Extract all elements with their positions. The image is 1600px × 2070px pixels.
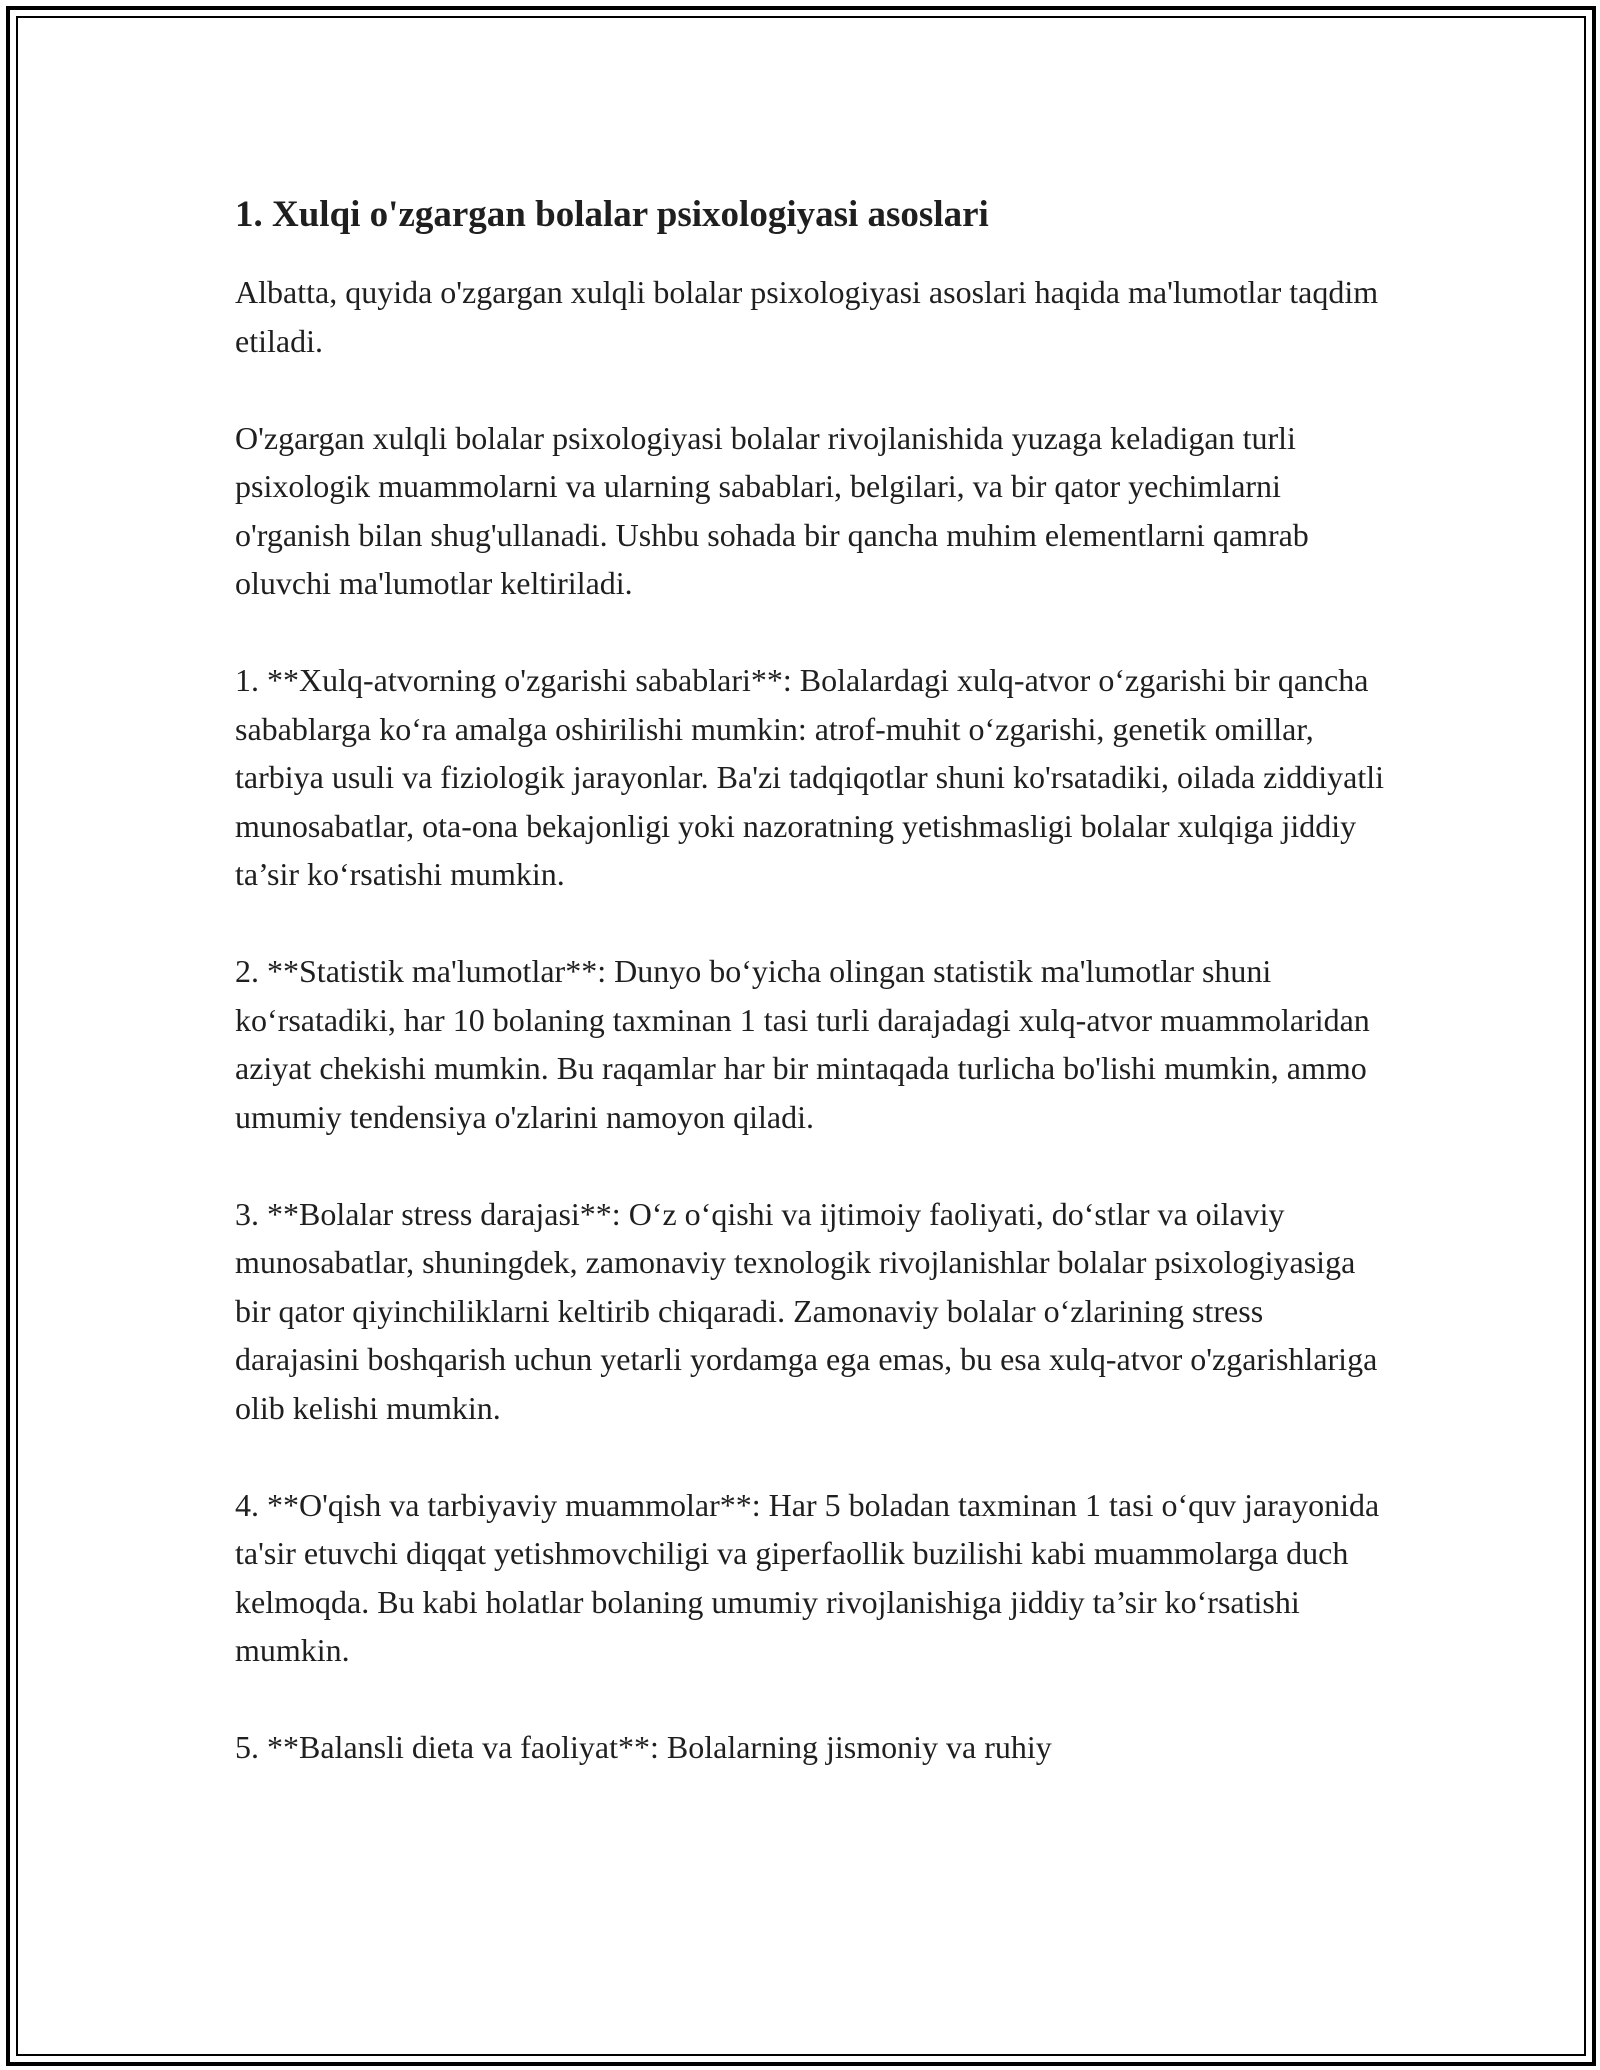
paragraph-item-5: 5. **Balansli dieta va faoliyat**: Bolalarning jismoniy va ruhiy — [235, 1729, 1052, 1765]
document-body — [235, 190, 1385, 1820]
paragraph-intro: Albatta, quyida o'zgargan xulqli bolalar psixologiyasi asoslari haqida ma'lumotlar taqdim etiladi. — [235, 274, 1379, 359]
paragraph-item-4: 4. **O'qish va tarbiyaviy muammolar**: Har 5 boladan taxminan 1 tasi o‘quv jarayonida ta'sir etuvchi diqqat yetishmovchiligi va giperfaollik buzilishi kabi muammolarga duch kelmoqda. Bu kabi holatlar bolaning umumiy rivojlanishiga jiddiy ta’sir ko‘rsatishi mumkin. — [235, 1486, 1380, 1668]
paragraph-item-3: 3. **Bolalar stress darajasi**: O‘z o‘qishi va ijtimoiy faoliyati, do‘stlar va oilaviy munosabatlar, shuningdek, zamonaviy texnologik rivojlanishlar bolalar psixologiyasiga bir qator qiyinchiliklarni keltirib chiqaradi. Zamonaviy bolalar o‘zlarining stress darajasini boshqarish uchun yetarli yordamga ega emas, bu esa xulq-atvor o'zgarishlariga olib kelishi mumkin. — [235, 1195, 1378, 1426]
document-title: 1. Xulqi o'zgargan bolalar psixologiyasi asoslari — [235, 194, 989, 235]
paragraph-item-2: 2. **Statistik ma'lumotlar**: Dunyo bo‘yicha olingan statistik ma'lumotlar shuni ko‘rsatadiki, har 10 bolaning taxminan 1 tasi turli darajadagi xulq-atvor muammolaridan aziyat chekishi mumkin. Bu raqamlar har bir mintaqada turlicha bo'lishi mumkin, ammo umumiy tendensiya o'zlarini namoyon qiladi. — [235, 953, 1370, 1135]
paragraph-item-1: 1. **Xulq-atvorning o'zgarishi sabablari**: Bolalardagi xulq-atvor o‘zgarishi bir qancha sabablarga ko‘ra amalga oshirilishi mumkin: atrof-muhit o‘zgarishi, genetik omillar, tarbiya usuli va fiziologik jarayonlar. Ba'zi tadqiqotlar shuni ko'rsatadiki, oilada ziddiyatli munosabatlar, ota-ona bekajonligi yoki nazoratning yetishmasligi bolalar xulqiga jiddiy ta’sir ko‘rsatishi mumkin. — [235, 662, 1385, 892]
paragraph-overview: O'zgargan xulqli bolalar psixologiyasi bolalar rivojlanishida yuzaga keladigan turli psixologik muammolarni va ularning sabablari, belgilari, va bir qator yechimlarni o'rganish bilan shug'ullanadi. Ushbu sohada bir qancha muhim elementlarni qamrab oluvchi ma'lumotlar keltiriladi. — [235, 419, 1309, 601]
